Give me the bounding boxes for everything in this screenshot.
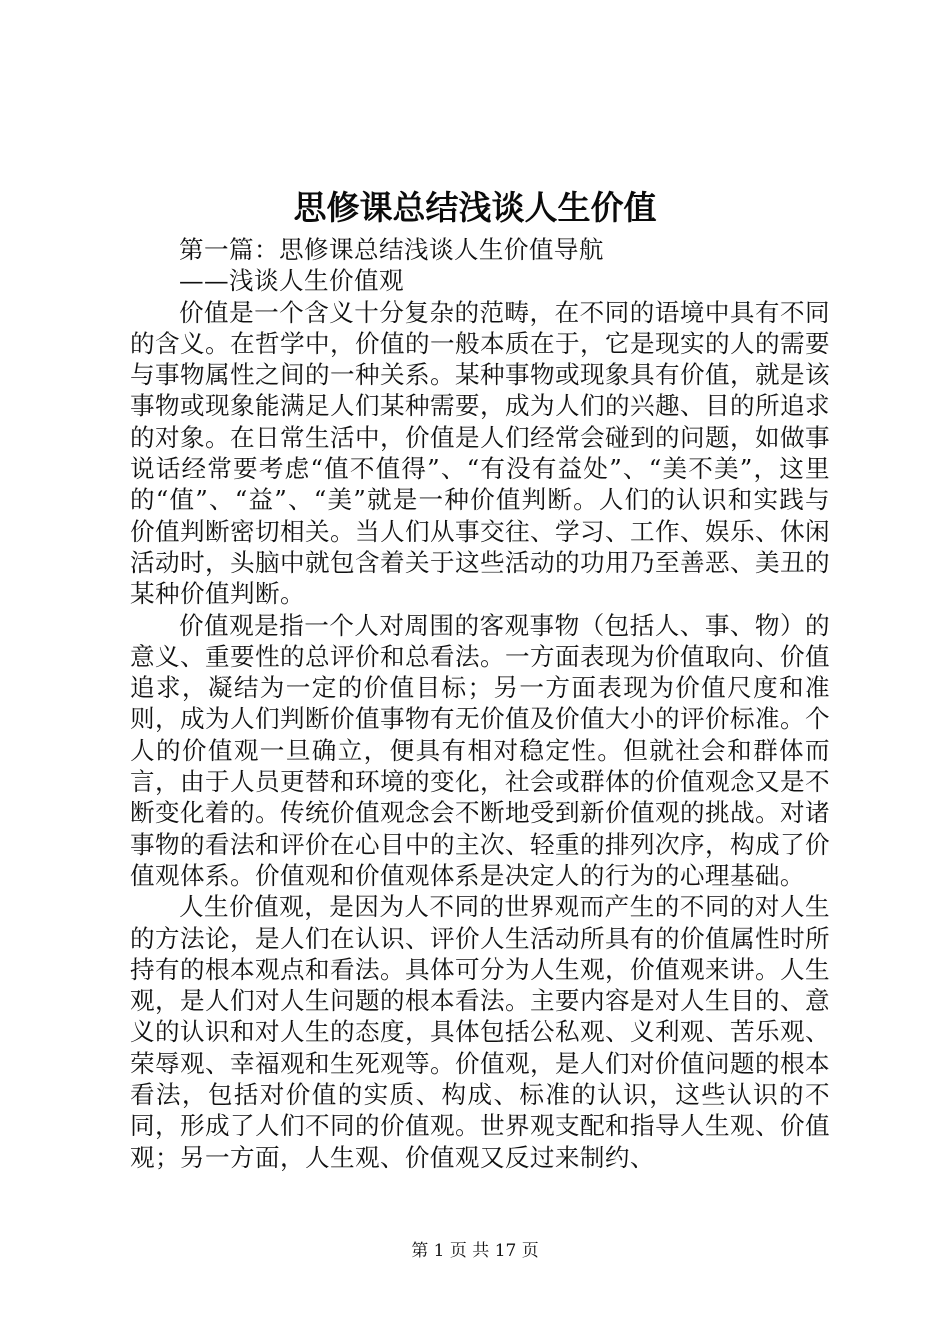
page-footer: 第 1 页 共 17 页 (411, 1241, 539, 1261)
paragraph-2: 价值观是指一个人对周围的客观事物（包括人、事、物）的意义、重要性的总评价和总看法。一方面表现为价值取向、价值追求，凝结为一定的价值目标；另一方面表现为价值尺度和准则，成为人们判断价值事物有无价值及价值大小的评价标准。个人的价值观一旦确立，便具有相对稳定性。但就社会和群体而言，由于人员更替和环境的变化，社会或群体的价值观念又是不断变化着的。传统价值观念会不断地受到新价值观的挑战。对诸事物的看法和评价在心目中的主次、轻重的排列次序，构成了价值观体系。价值观和价值观体系是决定人的行为的心理基础。 (130, 610, 830, 890)
paragraph-1: 价值是一个含义十分复杂的范畴，在不同的语境中具有不同的含义。在哲学中，价值的一般本质在于，它是现实的人的需要与事物属性之间的一种关系。某种事物或现象具有价值，就是该事物或现象能满足人们某种需要，成为人们的兴趣、目的所追求的对象。在日常生活中，价值是人们经常会碰到的问题，如做事说话经常要考虑“值不值得”、“有没有益处”、“美不美”，这里的“值”、“益”、“美”就是一种价值判断。人们的认识和实践与价值判断密切相关。当人们从事交往、学习、工作、娱乐、休闲活动时，头脑中就包含着关于这些活动的功用乃至善恶、美丑的某种价值判断。 (130, 297, 830, 609)
section-heading: 第一篇：思修课总结浅谈人生价值导航 (179, 235, 604, 264)
document-body (130, 234, 830, 1173)
document-title: 思修课总结浅谈人生价值 (293, 188, 657, 227)
subtitle: ——浅谈人生价值观 (179, 266, 404, 296)
paragraph-3: 人生价值观，是因为人不同的世界观而产生的不同的对人生的方法论，是人们在认识、评价人生活动所具有的价值属性时所持有的根本观点和看法。具体可分为人生观，价值观来讲。人生观，是人们对人生问题的根本看法。主要内容是对人生目的、意义的认识和对人生的态度，具体包括公私观、义利观、苦乐观、荣辱观、幸福观和生死观等。价值观，是人们对价值问题的根本看法，包括对价值的实质、构成、标准的认识，这些认识的不同，形成了人们不同的价值观。世界观支配和指导人生观、价值观；另一方面，人生观、价值观又反过来制约、 (130, 892, 830, 1172)
